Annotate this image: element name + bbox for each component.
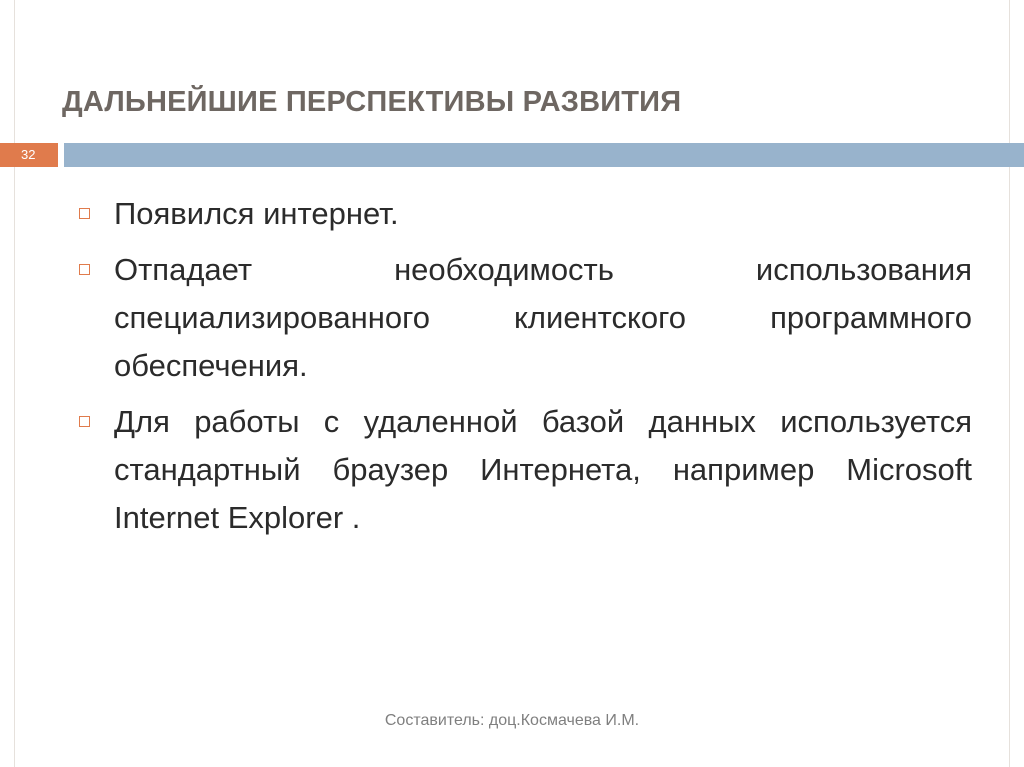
bullet-item bbox=[78, 190, 972, 238]
bullet-item bbox=[78, 246, 972, 390]
square-bullet-icon bbox=[79, 208, 90, 219]
slide-number: 32 bbox=[0, 143, 58, 167]
title-underline-bar bbox=[64, 143, 1024, 167]
bullet-list bbox=[78, 190, 972, 550]
bullet-text: Для работы с удаленной базой данных используется стандартный браузер Интернета, например Microsoft Internet Explorer . bbox=[114, 404, 972, 535]
square-bullet-icon bbox=[79, 264, 90, 275]
square-bullet-icon bbox=[79, 416, 90, 427]
slide-title: ДАЛЬНЕЙШИЕ ПЕРСПЕКТИВЫ РАЗВИТИЯ bbox=[62, 86, 682, 118]
bullet-text: Появился интернет. bbox=[114, 196, 399, 231]
slide-footer-author: Составитель: доц.Космачева И.М. bbox=[384, 712, 640, 729]
bullet-text: Отпадает необходимость использования специализированного клиентского программного обеспечения. bbox=[114, 252, 972, 383]
slide-frame-left-line bbox=[14, 0, 15, 767]
slide-frame-right-line bbox=[1009, 0, 1010, 767]
bullet-item bbox=[78, 398, 972, 542]
